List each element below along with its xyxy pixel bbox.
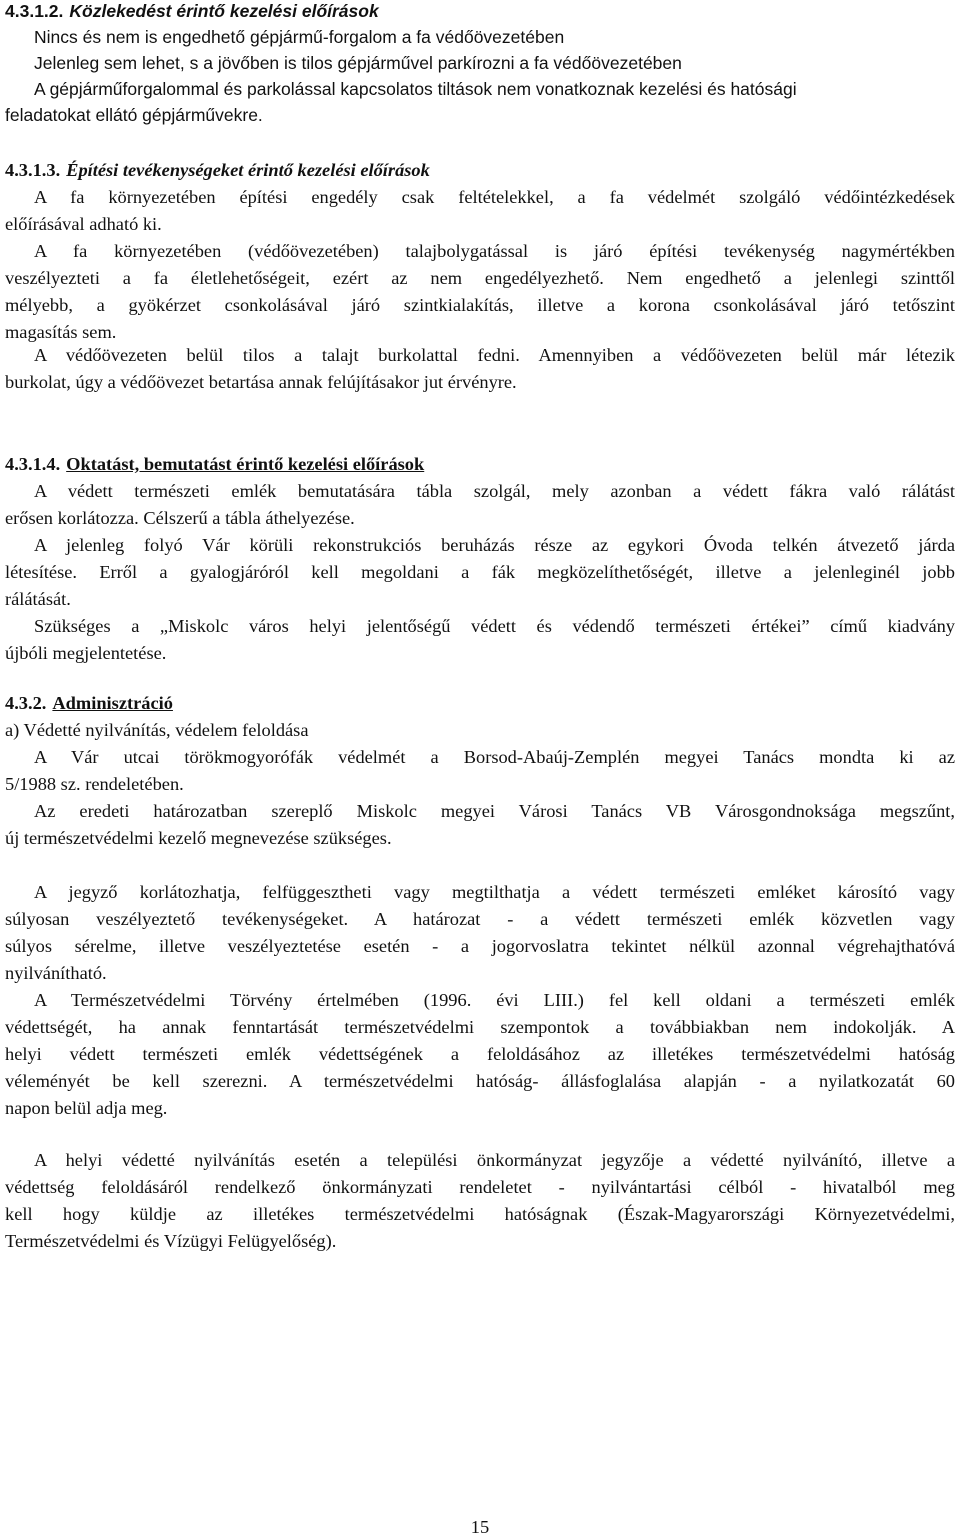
page-number: 15	[470, 1517, 490, 1537]
section-construction	[5, 157, 955, 346]
text-line: A helyi védetté nyilvánítás esetén a települési önkormányzat jegyzője a védetté nyilvánító, illetve a	[34, 1150, 955, 1170]
paragraph	[5, 342, 955, 396]
section-administration	[5, 690, 955, 852]
text-line: veszélyezteti a fa életlehetőségeit, ezért az nem engedélyezhető. Nem engedhető a jelenlegi szinttől	[5, 268, 955, 288]
text-line: A fa környezetében építési engedély csak feltételekkel, a fa védelmét szolgáló védőintézkedések	[34, 187, 955, 207]
paragraph	[5, 879, 955, 1122]
text-line: magasítás sem.	[5, 322, 117, 342]
section-title: Közlekedést érintő kezelési előírások	[69, 1, 379, 21]
text-line: Nincs és nem is engedhető gépjármű-forgalom a fa védőövezetében	[34, 27, 565, 47]
text-line: véleményét be kell szerezni. A természetvédelmi hatóság- állásfoglalása alapján - a nyilatkozatát 60	[5, 1071, 955, 1091]
text-line: védettségét, ha annak fenntartását természetvédelmi szempontok a továbbiakban nem indokolják. A	[5, 1017, 955, 1037]
text-line: előírásával adható ki.	[5, 214, 162, 234]
text-line: súlyos sérelme, illetve veszélyeztetése esetén - a jogorvoslatra tekintet nélkül azonnal végrehajthatóvá	[5, 936, 955, 956]
text-line: burkolat, úgy a védőövezet betartása annak felújításakor jut érvényre.	[5, 372, 517, 392]
text-line: A Természetvédelmi Törvény értelmében (1996. évi LIII.) fel kell oldani a természeti emlék	[34, 990, 955, 1010]
section-heading	[5, 690, 955, 717]
text-line: Jelenleg sem lehet, s a jövőben is tilos gépjárművel parkírozni a fa védőövezetében	[34, 53, 682, 73]
text-line: A jegyző korlátozhatja, felfüggesztheti vagy megtilthatja a védett természeti emléket károsító vagy	[34, 882, 955, 902]
section-title: Építési tevékenységeket érintő kezelési előírások	[66, 160, 430, 180]
section-number: 4.3.1.3.	[5, 160, 61, 180]
section-number: 4.3.1.2.	[5, 1, 64, 21]
text-line: újbóli megjelentetése.	[5, 643, 167, 663]
section-number: 4.3.2.	[5, 693, 47, 713]
text-line: feladatokat ellátó gépjárművekre.	[5, 105, 263, 125]
text-line: rálátását.	[5, 589, 71, 609]
text-line: A fa környezetében (védőövezetében) talajbolygatással is járó építési tevékenység nagymértékben	[34, 241, 955, 261]
text-line: A gépjárműforgalommal és parkolással kapcsolatos tiltások nem vonatkoznak kezelési és hatósági	[34, 79, 797, 99]
text-line: A védett természeti emlék bemutatására tábla szolgál, mely azonban a védett fákra való rálátást	[34, 481, 955, 501]
section-traffic	[5, 0, 955, 128]
text-line: súlyosan veszélyeztető tevékenységeket. A határozat - a védett természeti emlék közvetlen vagy	[5, 909, 955, 929]
text-line: mélyebb, a gyökérzet csonkolásával járó szintkialakítás, illetve a korona csonkolásával járó tetőszint	[5, 295, 955, 315]
text-line: 5/1988 sz. rendeletében.	[5, 774, 184, 794]
text-line: Természetvédelmi és Vízügyi Felügyelőség).	[5, 1231, 337, 1251]
section-title: Adminisztráció	[52, 693, 173, 713]
section-title: Oktatást, bemutatást érintő kezelési előírások	[66, 454, 425, 474]
text-line: Az eredeti határozatban szereplő Miskolc megyei Városi Tanács VB Városgondnoksága megszűnt,	[34, 801, 955, 821]
text-line: nyilvánítható.	[5, 963, 107, 983]
section-heading	[5, 157, 955, 184]
section-heading	[5, 451, 955, 478]
section-number: 4.3.1.4.	[5, 454, 61, 474]
text-line: A védőövezeten belül tilos a talajt burkolattal fedni. Amennyiben a védőövezeten belül már létezik	[34, 345, 955, 365]
section-education	[5, 451, 955, 667]
text-line: A Vár utcai törökmogyorófák védelmét a Borsod-Abaúj-Zemplén megyei Tanács mondta ki az	[34, 747, 955, 767]
text-line: napon belül adja meg.	[5, 1098, 168, 1118]
text-line: Szükséges a „Miskolc város helyi jelentőségű védett és védendő természeti értékei” című kiadvány	[34, 616, 955, 636]
text-line: A jelenleg folyó Vár körüli rekonstrukciós beruházás része az egykori Óvoda telkén átvezető járda	[34, 535, 955, 555]
section-heading	[5, 0, 955, 24]
section-subtitle: a) Védetté nyilvánítás, védelem feloldása	[5, 720, 309, 740]
text-line: helyi védett természeti emlék védettségének a feloldásához az illetékes természetvédelmi hatóság	[5, 1044, 955, 1064]
text-line: kell hogy küldje az illetékes természetvédelmi hatóságnak (Észak-Magyarországi Környezetvédelmi,	[5, 1204, 955, 1224]
text-line: védettség feloldásáról rendelkező önkormányzati rendeletet - nyilvántartási célból - hivatalból meg	[5, 1177, 955, 1197]
text-line: létesítése. Erről a gyalogjáróról kell megoldani a fák megközelíthetőségét, illetve a jelenleginél jobb	[5, 562, 955, 582]
text-line: új természetvédelmi kezelő megnevezése szükséges.	[5, 828, 392, 848]
text-line: erősen korlátozza. Célszerű a tábla áthelyezése.	[5, 508, 355, 528]
paragraph	[5, 1147, 955, 1255]
